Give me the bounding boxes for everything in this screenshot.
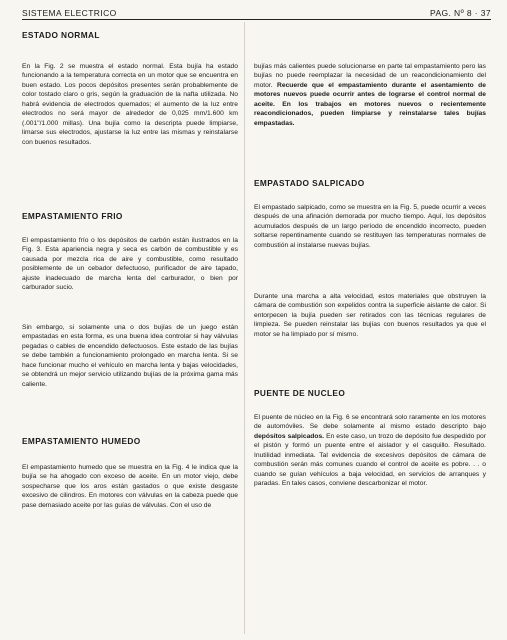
continuation-text: bujías más calientes puede solucionarse en parte tal empastamiento pero las bujías no puede reemplazar la necesidad de un reacondicionamiento del motor. (254, 63, 486, 89)
continuation-emphasis: Recuerde que el empastamiento durante el asentamiento de motores nuevos puede ocurrir antes de lograrse el control normal de aceite. En los trabajos en motores nuevos o recientemente reacondicionados, pueden limpiarse y reinstalarse tales bujías empastadas. (254, 81, 486, 127)
paragraph-empastamiento-frio-1: El empastamiento frío o los depósitos de carbón están ilustrados en la Fig. 3. Esta apariencia negra y seca es carbón de combustible y es causada por mezcla rica de aire y combustible, como resultado posiblemente de un cebador defectuoso, purificador de aire tapado, ajuste inadecuado de marcha lenta del carburador, o bien por carburador sucio. (22, 237, 238, 292)
paragraph-empastamiento-frio-2: Sin embargo, si solamente una o dos bujías de un juego están empastadas en esta forma, es una buena idea controlar si hay válvulas pegadas o cables de encendido defectuosos. Este estado de las bujías se debe también a funcionamiento prolongado en marcha lenta. Si se hace funcionar mucho el vehículo en marcha lenta y bajas velocidades, se obtendrá un mejor servicio utilizando bujías de la próxima gama más caliente. (22, 324, 238, 388)
heading-puente-de-nucleo: PUENTE DE NUCLEO (254, 388, 346, 398)
heading-empastamiento-frio: EMPASTAMIENTO FRIO (22, 211, 123, 221)
paragraph-empastado-salpicado-2: Durante una marcha a alta velocidad, estos materiales que obstruyen la cámara de combustión son expelidos contra la superficie aislante de calor. Si entorpecen la bujía pueden ser retirados con las técnicas regulares de limpieza. Se pueden reinstalar las bujías con buenos resultados ya que el motor se ha limpiado por sí mismo. (254, 293, 486, 338)
section-title: SISTEMA ELECTRICO (22, 8, 117, 18)
puente-emphasis: depósitos salpicados. (254, 432, 325, 440)
puente-text-1: El puente de núcleo en la Fig. 6 se encontrará solo raramente en los motores de automóviles. Se debe solamente al mismo estado descripto bajo (254, 414, 486, 431)
paragraph-puente-de-nucleo (254, 413, 486, 489)
paragraph-empastamiento-humedo: El empastamiento humedo que se muestra en la Fig. 4 le indica que la bujía se ha ahogado con exceso de aceite. En un motor viejo, debe sospecharse que los aros están gastados o que existe desgaste excesivo de cilindros. En motores con válvulas en la cabeza puede que pase demasiado aceite por las guías de válvulas. Con el uso de (22, 464, 238, 509)
right-column (254, 22, 490, 634)
paragraph-continuation (254, 62, 486, 128)
header-rule (22, 19, 491, 20)
heading-estado-normal: ESTADO NORMAL (22, 30, 100, 40)
puente-text-2: En este caso, un trozo de depósito fue despedido por el pistón y formó un puente entre el aislador y el casquillo. Resultado. Inutilidad inmediata. Tal evidencia de excesivos depósitos de cámara de combustión serán más comunes cuando el control de aceite es pobre. . . o cuando se guían vehículos a baja velocidad, en servicios de arranques y paradas. En tales casos, conviene descarbonizar el motor. (254, 432, 486, 488)
heading-empastado-salpicado: EMPASTADO SALPICADO (254, 178, 365, 188)
heading-empastamiento-humedo: EMPASTAMIENTO HUMEDO (22, 436, 141, 446)
left-column (22, 22, 245, 634)
page-header (22, 4, 491, 18)
paragraph-empastado-salpicado-1: El empastado salpicado, como se muestra en la Fig. 5, puede ocurrir a veces después de una afinación demorada por mucho tiempo. Aquí, los depósitos acumulados después de un largo período de encendido incorrecto, pueden soltarse repentinamente cuando se restituyen las temperaturas normales de combustión al instalarse nuevas bujías. (254, 204, 486, 249)
paragraph-estado-normal: En la Fig. 2 se muestra el estado normal. Esta bujía ha estado funcionando a la temperatura correcta en un motor que se encuentra en buen estado. Los pocos depósitos presentes serán probablemente de color tostado claro o gris, según la graduación de la nafta utilizada. No habrá evidencia de electrodos quemados; el aumento de la luz entre electrodos no será mayor de alrededor de 0,025 mm/1.600 km (.001"/1.000 millas). Una bujía como la descripta puede limpiarse, limarse sus electrodos, ajustarse la luz entre las mismas y reinstalarse con buenos resultados. (22, 63, 238, 146)
page-number: PAG. Nº 8 · 37 (430, 8, 491, 18)
